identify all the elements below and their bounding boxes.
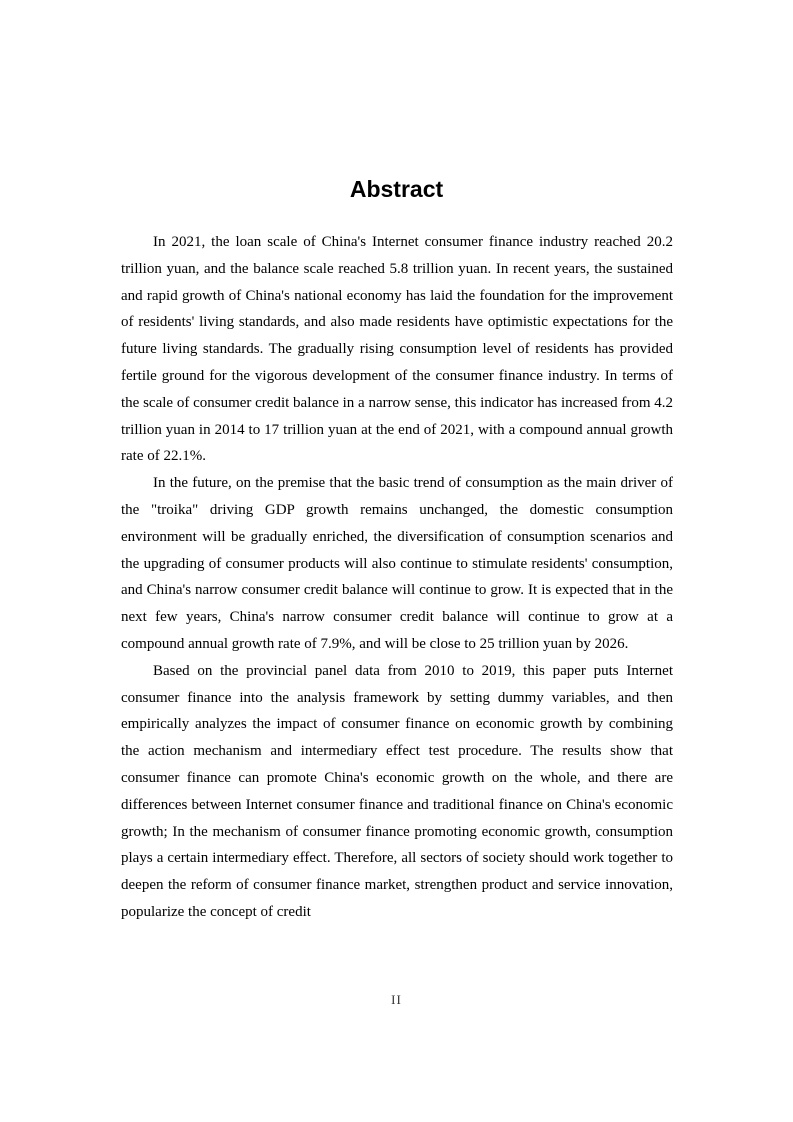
page-title: Abstract <box>349 176 444 202</box>
paragraph-3: Based on the provincial panel data from 2010 to 2019, this paper puts Internet consumer finance into the analysis framework by setting dummy variables, and then empirically analyzes the impact of consumer finance on economic growth by combining the action mechanism and intermediary effect test procedure. The results show that consumer finance can promote China's economic growth on the whole, and there are differences between Internet consumer finance and traditional finance on China's economic growth; In the mechanism of consumer finance promoting economic growth, consumption plays a certain intermediary effect. Therefore, all sectors of society should work together to deepen the reform of consumer finance market, strengthen product and service innovation, popularize the concept of credit <box>121 662 673 920</box>
page-number: II <box>391 992 402 1007</box>
abstract-body <box>121 229 673 926</box>
paragraph-2: In the future, on the premise that the basic trend of consumption as the main driver of the "troika" driving GDP growth remains unchanged, the domestic consumption environment will be gradually enriched, the diversification of consumption scenarios and the upgrading of consumer products will also continue to stimulate residents' consumption, and China's narrow consumer credit balance will continue to grow. It is expected that in the next few years, China's narrow consumer credit balance will continue to grow at a compound annual growth rate of 7.9%, and will be close to 25 trillion yuan by 2026. <box>121 475 673 652</box>
paragraph-1: In 2021, the loan scale of China's Internet consumer finance industry reached 20.2 trillion yuan, and the balance scale reached 5.8 trillion yuan. In recent years, the sustained and rapid growth of China's national economy has laid the foundation for the improvement of residents' living standards, and also made residents have optimistic expectations for the future living standards. The gradually rising consumption level of residents has provided fertile ground for the vigorous development of the consumer finance industry. In terms of the scale of consumer credit balance in a narrow sense, this indicator has increased from 4.2 trillion yuan in 2014 to 17 trillion yuan at the end of 2021, with a compound annual growth rate of 22.1%. <box>121 234 673 465</box>
